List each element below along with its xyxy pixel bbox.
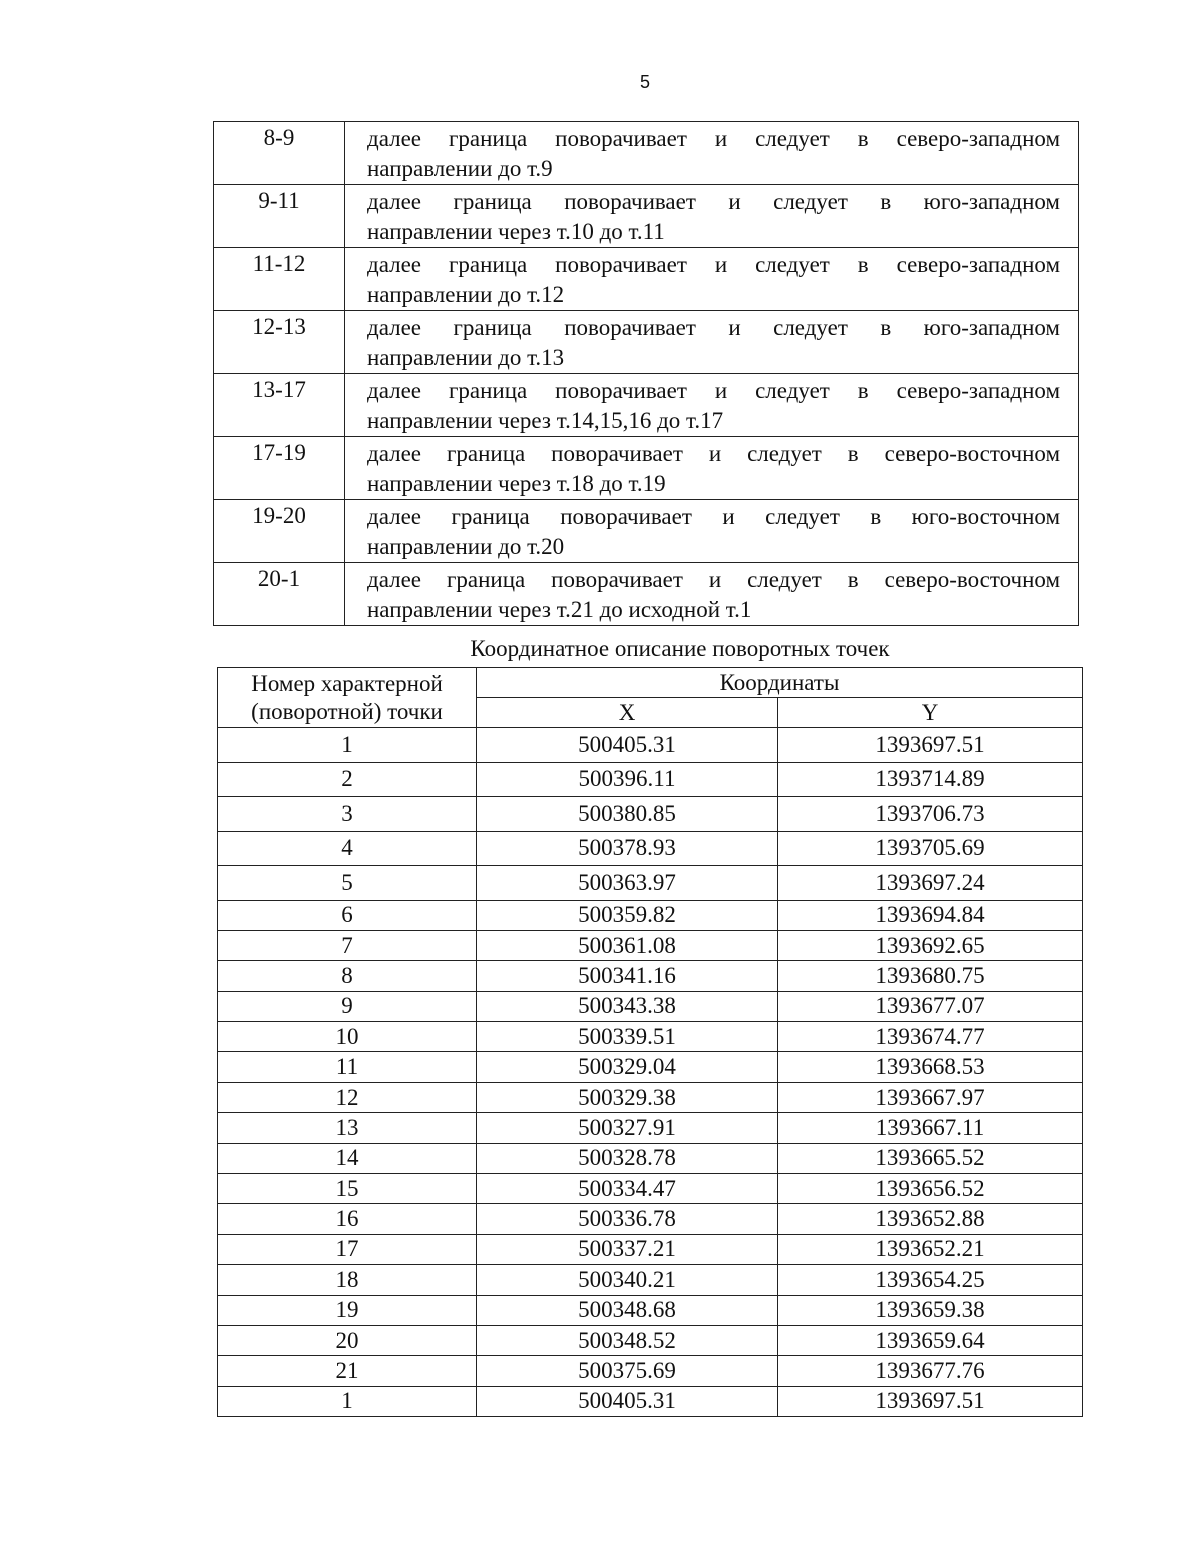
coordinates-header-row <box>218 668 1083 698</box>
coordinate-row <box>218 1386 1083 1416</box>
point-number: 11 <box>218 1052 477 1082</box>
route-segment: 9-11 <box>214 185 345 248</box>
y-coordinate: 1393652.21 <box>778 1234 1083 1264</box>
y-coordinate: 1393656.52 <box>778 1174 1083 1204</box>
coordinate-row <box>218 1174 1083 1204</box>
coordinate-row <box>218 1295 1083 1325</box>
point-number: 5 <box>218 866 477 901</box>
route-row <box>214 248 1079 311</box>
y-coordinate: 1393668.53 <box>778 1052 1083 1082</box>
x-coordinate: 500329.04 <box>477 1052 778 1082</box>
route-description-line1: далее граница поворачивает и следует в северо-западном <box>367 378 1060 403</box>
point-number: 7 <box>218 930 477 960</box>
route-row <box>214 500 1079 563</box>
x-coordinate: 500405.31 <box>477 728 778 763</box>
route-description <box>345 248 1079 311</box>
y-coordinate: 1393659.38 <box>778 1295 1083 1325</box>
point-header-line2: (поворотной) точки <box>251 698 443 724</box>
y-coordinate: 1393714.89 <box>778 762 1083 797</box>
y-header: Y <box>778 698 1083 728</box>
y-coordinate: 1393674.77 <box>778 1022 1083 1052</box>
y-coordinate: 1393697.24 <box>778 866 1083 901</box>
coordinate-row <box>218 930 1083 960</box>
route-description <box>345 437 1079 500</box>
route-description <box>345 500 1079 563</box>
route-segment: 8-9 <box>214 122 345 185</box>
x-coordinate: 500378.93 <box>477 831 778 866</box>
coordinate-row <box>218 1082 1083 1112</box>
x-coordinate: 500341.16 <box>477 961 778 991</box>
coordinate-row <box>218 1204 1083 1234</box>
route-segment: 20-1 <box>214 563 345 626</box>
route-description-line2: направлении до т.12 <box>367 282 565 307</box>
point-number: 17 <box>218 1234 477 1264</box>
x-coordinate: 500363.97 <box>477 866 778 901</box>
route-segment: 17-19 <box>214 437 345 500</box>
route-description-line2: направлении до т.20 <box>367 534 565 559</box>
y-coordinate: 1393667.97 <box>778 1082 1083 1112</box>
coordinate-row <box>218 1265 1083 1295</box>
route-segment: 19-20 <box>214 500 345 563</box>
route-description-line1: далее граница поворачивает и следует в юго-западном <box>367 315 1060 340</box>
x-coordinate: 500337.21 <box>477 1234 778 1264</box>
x-coordinate: 500339.51 <box>477 1022 778 1052</box>
point-number: 1 <box>218 1386 477 1416</box>
route-description <box>345 563 1079 626</box>
coordinate-row <box>218 1325 1083 1355</box>
coordinate-row <box>218 728 1083 763</box>
point-number: 18 <box>218 1265 477 1295</box>
point-number: 1 <box>218 728 477 763</box>
coordinate-row <box>218 1234 1083 1264</box>
route-row <box>214 122 1079 185</box>
x-coordinate: 500328.78 <box>477 1143 778 1173</box>
y-coordinate: 1393697.51 <box>778 1386 1083 1416</box>
coordinate-row <box>218 831 1083 866</box>
x-coordinate: 500348.52 <box>477 1325 778 1355</box>
route-description-line2: направлении через т.21 до исходной т.1 <box>367 597 752 622</box>
x-coordinate: 500375.69 <box>477 1356 778 1386</box>
x-coordinate: 500334.47 <box>477 1174 778 1204</box>
y-coordinate: 1393652.88 <box>778 1204 1083 1234</box>
route-description-line1: далее граница поворачивает и следует в северо-восточном <box>367 567 1060 592</box>
boundary-route-table <box>213 121 1079 626</box>
x-coordinate: 500405.31 <box>477 1386 778 1416</box>
route-description <box>345 185 1079 248</box>
point-number: 20 <box>218 1325 477 1355</box>
route-description-line1: далее граница поворачивает и следует в юго-западном <box>367 189 1060 214</box>
y-coordinate: 1393665.52 <box>778 1143 1083 1173</box>
point-number: 16 <box>218 1204 477 1234</box>
x-coordinate: 500343.38 <box>477 991 778 1021</box>
point-number: 10 <box>218 1022 477 1052</box>
point-number: 19 <box>218 1295 477 1325</box>
coordinates-table-title: Координатное описание поворотных точек <box>470 636 890 661</box>
route-description-line2: направлении через т.10 до т.11 <box>367 219 665 244</box>
point-number: 9 <box>218 991 477 1021</box>
y-coordinate: 1393692.65 <box>778 930 1083 960</box>
point-number-header <box>218 668 477 728</box>
coordinate-row <box>218 991 1083 1021</box>
coordinates-header: Координаты <box>477 668 1083 698</box>
point-number: 15 <box>218 1174 477 1204</box>
route-description-line2: направлении до т.9 <box>367 156 553 181</box>
route-description <box>345 122 1079 185</box>
x-coordinate: 500348.68 <box>477 1295 778 1325</box>
x-coordinate: 500329.38 <box>477 1082 778 1112</box>
route-row <box>214 563 1079 626</box>
route-description-line1: далее граница поворачивает и следует в юго-восточном <box>367 504 1060 529</box>
point-header-line1: Номер характерной <box>251 670 443 696</box>
route-segment: 12-13 <box>214 311 345 374</box>
route-description-line1: далее граница поворачивает и следует в северо-восточном <box>367 441 1060 466</box>
coordinate-row <box>218 1113 1083 1143</box>
y-coordinate: 1393667.11 <box>778 1113 1083 1143</box>
point-number: 8 <box>218 961 477 991</box>
route-description <box>345 311 1079 374</box>
route-segment: 13-17 <box>214 374 345 437</box>
coordinate-row <box>218 762 1083 797</box>
x-coordinate: 500340.21 <box>477 1265 778 1295</box>
route-description-line2: направлении до т.13 <box>367 345 565 370</box>
route-segment: 11-12 <box>214 248 345 311</box>
coordinate-row <box>218 961 1083 991</box>
point-number: 4 <box>218 831 477 866</box>
y-coordinate: 1393706.73 <box>778 797 1083 832</box>
y-coordinate: 1393654.25 <box>778 1265 1083 1295</box>
y-coordinate: 1393694.84 <box>778 900 1083 930</box>
coordinate-row <box>218 866 1083 901</box>
coordinate-row <box>218 1052 1083 1082</box>
point-number: 13 <box>218 1113 477 1143</box>
x-header: X <box>477 698 778 728</box>
x-coordinate: 500336.78 <box>477 1204 778 1234</box>
y-coordinate: 1393705.69 <box>778 831 1083 866</box>
coordinate-row <box>218 1356 1083 1386</box>
y-coordinate: 1393677.07 <box>778 991 1083 1021</box>
route-row <box>214 185 1079 248</box>
x-coordinate: 500327.91 <box>477 1113 778 1143</box>
route-description-line2: направлении через т.18 до т.19 <box>367 471 666 496</box>
coordinates-table <box>217 667 1083 1417</box>
point-number: 12 <box>218 1082 477 1112</box>
x-coordinate: 500359.82 <box>477 900 778 930</box>
point-number: 6 <box>218 900 477 930</box>
route-row <box>214 374 1079 437</box>
coordinate-row <box>218 797 1083 832</box>
point-number: 14 <box>218 1143 477 1173</box>
x-coordinate: 500396.11 <box>477 762 778 797</box>
coordinate-row <box>218 900 1083 930</box>
y-coordinate: 1393680.75 <box>778 961 1083 991</box>
page-number: 5 <box>639 72 650 92</box>
point-number: 2 <box>218 762 477 797</box>
x-coordinate: 500380.85 <box>477 797 778 832</box>
route-description-line1: далее граница поворачивает и следует в северо-западном <box>367 126 1060 151</box>
y-coordinate: 1393659.64 <box>778 1325 1083 1355</box>
y-coordinate: 1393697.51 <box>778 728 1083 763</box>
route-row <box>214 311 1079 374</box>
route-row <box>214 437 1079 500</box>
route-description <box>345 374 1079 437</box>
coordinate-row <box>218 1022 1083 1052</box>
coordinate-row <box>218 1143 1083 1173</box>
point-number: 3 <box>218 797 477 832</box>
route-description-line1: далее граница поворачивает и следует в северо-западном <box>367 252 1060 277</box>
route-description-line2: направлении через т.14,15,16 до т.17 <box>367 408 724 433</box>
y-coordinate: 1393677.76 <box>778 1356 1083 1386</box>
x-coordinate: 500361.08 <box>477 930 778 960</box>
point-number: 21 <box>218 1356 477 1386</box>
